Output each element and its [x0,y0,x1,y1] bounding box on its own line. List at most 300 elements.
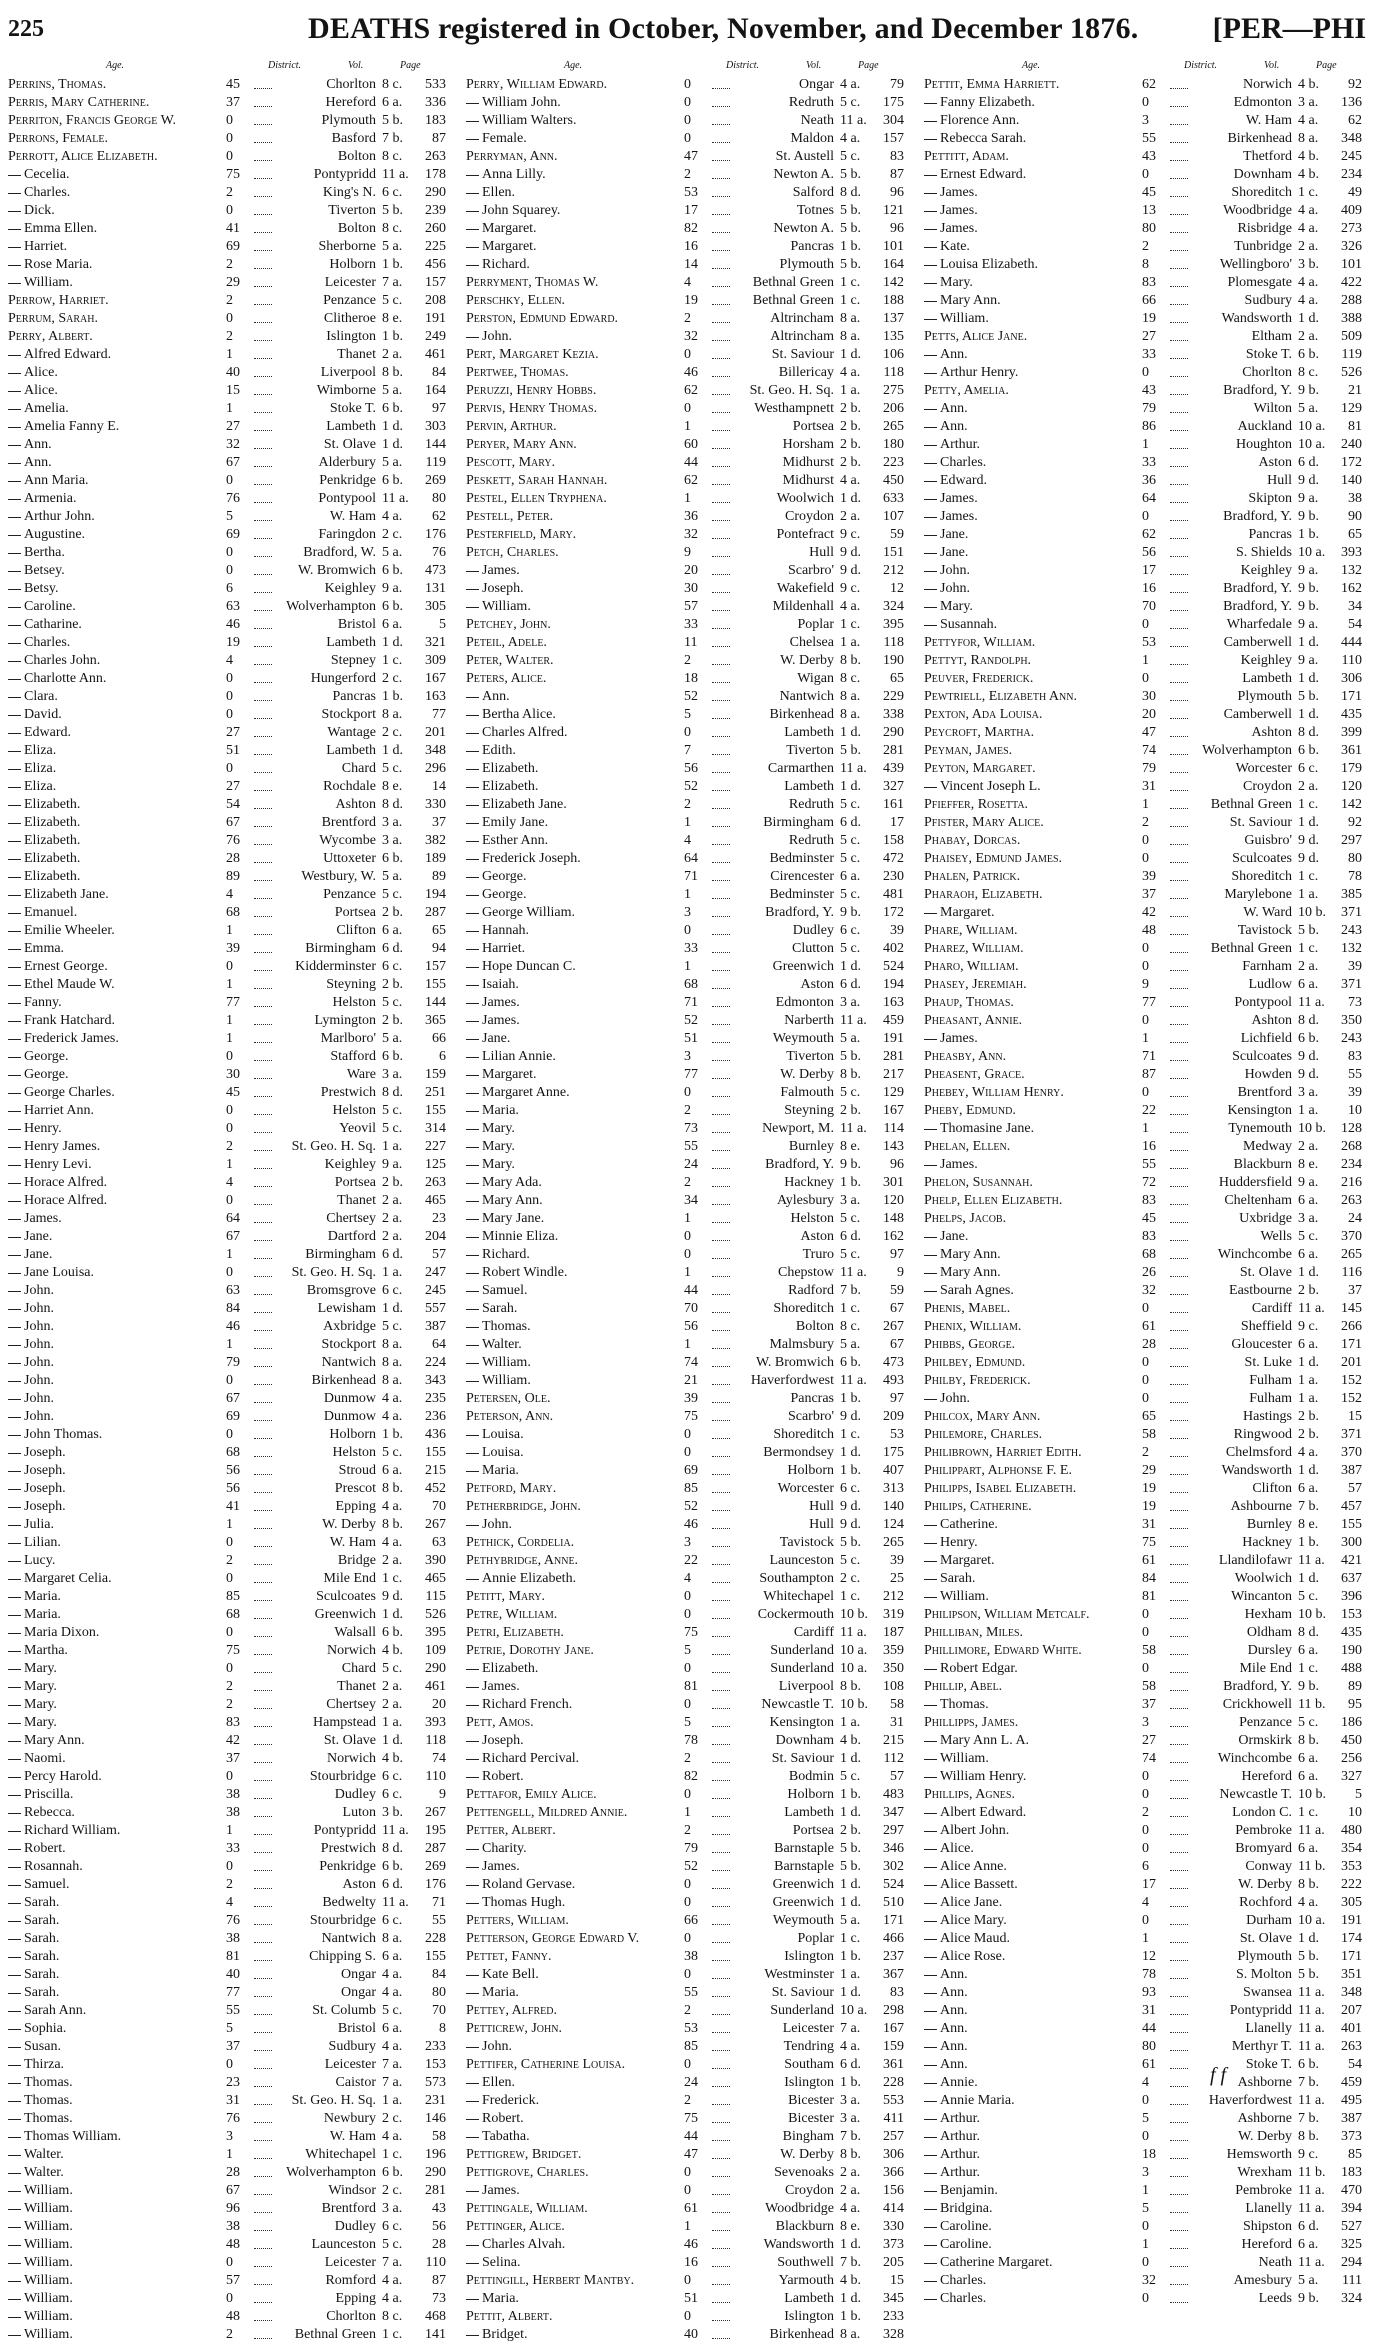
entry-page: 281 [883,743,904,758]
entry-name: Rebecca Sarah. [940,130,1142,148]
entry-age: 0 [684,113,691,128]
entry-district: Wolverhampton [286,2165,376,2180]
entry-district: Ongar [341,1985,376,2000]
entry-name: Mary. [482,1138,684,1156]
register-entry [466,1300,906,1318]
entry-volume: 2 b. [840,437,861,452]
entry-age: 67 [226,2183,240,2198]
register-entry [8,1174,448,1192]
entry-volume: 11 a. [1298,1553,1325,1568]
register-entry [8,1246,448,1264]
entry-age: 1 [1142,2183,1149,2198]
entry-volume: 6 d. [840,977,861,992]
entry-page: 83 [890,149,904,164]
entry-volume: 2 b. [382,977,403,992]
register-entry [924,166,1364,184]
entry-page: 80 [432,491,446,506]
entry-name: Phelon, Susannah. [924,1175,1033,1190]
entry-name: Elizabeth. [482,1660,684,1678]
entry-name: Pertwee, Thomas. [466,365,569,380]
entry-volume: 2 b. [840,1823,861,1838]
register-entry [924,1876,1364,1894]
entry-name: Pheby, Edmund. [924,1103,1016,1118]
entry-name: Margaret. [940,904,1142,922]
register-entry [924,1516,1364,1534]
entry-page: 24 [1348,1211,1362,1226]
register-entry [924,1732,1364,1750]
entry-volume: 1 d. [840,2237,861,2252]
entry-district: Tavistock [779,1535,834,1550]
register-entry [466,202,906,220]
entry-age: 66 [1142,293,1156,308]
register-entry [924,454,1364,472]
entry-age: 53 [1142,635,1156,650]
entry-district: Midhurst [782,473,834,488]
column-header-district: District. [726,60,760,71]
entry-page: 305 [425,599,446,614]
register-entry [466,634,906,652]
entry-age: 2 [1142,815,1149,830]
entry-volume: 11 a. [1298,2021,1325,2036]
entry-page: 164 [425,383,446,398]
entry-age: 1 [684,2219,691,2234]
entry-volume: 10 b. [1298,1607,1326,1622]
entry-name: William Walters. [482,112,684,130]
entry-volume: 4 a. [382,1499,403,1514]
register-entry [466,2236,906,2254]
entry-name: Phillimore, Edward White. [924,1643,1082,1658]
entry-age: 55 [1142,1157,1156,1172]
register-entry [8,1228,448,1246]
register-entry [8,2326,448,2344]
entry-volume: 11 a. [382,1823,409,1838]
entry-district: Penkridge [319,1859,376,1874]
entry-age: 2 [1142,239,1149,254]
register-entry [8,274,448,292]
register-entry [466,364,906,382]
entry-page: 194 [425,887,446,902]
entry-age: 46 [684,2237,698,2252]
entry-name: Frederick. [482,2092,684,2110]
entry-volume: 1 b. [840,2309,861,2324]
register-entry [924,2290,1364,2308]
entry-page: 37 [1348,1283,1362,1298]
entry-name: Horace Alfred. [24,1174,226,1192]
entry-district: Prestwich [320,1841,376,1856]
register-entry [466,436,906,454]
register-entry [8,1984,448,2002]
entry-volume: 11 a. [382,167,409,182]
register-entry [924,346,1364,364]
entry-name: James. [24,1210,226,1228]
entry-volume: 5 b. [1298,1967,1319,1982]
entry-district: Stoke T. [329,401,376,416]
entry-page: 237 [883,1949,904,1964]
register-entry [924,436,1364,454]
entry-volume: 5 c. [840,1085,861,1100]
register-entry [466,850,906,868]
entry-volume: 4 a. [382,2273,403,2288]
entry-age: 2 [684,311,691,326]
entry-page: 205 [883,2255,904,2270]
entry-page: 132 [1341,563,1362,578]
entry-page: 303 [425,419,446,434]
entry-age: 27 [1142,1733,1156,1748]
entry-volume: 6 c. [1298,761,1319,776]
entry-age: 74 [684,1355,698,1370]
register-entry [924,2110,1364,2128]
entry-name: Elizabeth. [24,832,226,850]
entry-page: 263 [425,1175,446,1190]
entry-name: James. [482,562,684,580]
entry-name: James. [482,1012,684,1030]
entry-district: Norwich [327,1751,376,1766]
entry-district: Portsea [792,419,834,434]
entry-page: 106 [883,347,904,362]
entry-district: Newbury [323,2111,376,2126]
entry-page: 393 [1341,545,1362,560]
entry-name: Alfred Edward. [24,346,226,364]
entry-name: Naomi. [24,1750,226,1768]
entry-volume: 9 b. [1298,1679,1319,1694]
entry-volume: 8 a. [840,329,861,344]
entry-name: Joseph. [24,1480,226,1498]
register-entry [924,940,1364,958]
entry-page: 49 [1348,185,1362,200]
entry-page: 215 [883,1733,904,1748]
entry-page: 12 [890,581,904,596]
entry-name: Petford, Mary. [466,1481,557,1496]
entry-name: Perschky, Ellen. [466,293,566,308]
entry-page: 488 [1341,1661,1362,1676]
entry-page: 351 [1341,1967,1362,1982]
entry-district: Pancras [790,1391,834,1406]
entry-age: 68 [1142,1247,1156,1262]
entry-page: 495 [1341,2093,1362,2108]
register-entry [924,1768,1364,1786]
register-entry [466,2200,906,2218]
entry-district: Llandilofawr [1218,1553,1292,1568]
register-entry [466,1912,906,1930]
entry-page: 298 [883,2003,904,2018]
entry-page: 290 [425,1661,446,1676]
entry-age: 71 [1142,1049,1156,1064]
entry-district: Midhurst [782,455,834,470]
entry-name: Richard. [482,1246,684,1264]
entry-district: W. Ham [329,2129,376,2144]
entry-name: Maria Dixon. [24,1624,226,1642]
entry-volume: 4 a. [840,2201,861,2216]
entry-age: 69 [226,1409,240,1424]
entry-volume: 8 a. [840,707,861,722]
entry-volume: 9 b. [1298,581,1319,596]
entry-page: 107 [883,509,904,524]
entry-district: Malmsbury [769,1337,834,1352]
entry-district: Wimborne [316,383,376,398]
entry-age: 77 [226,1985,240,2000]
page-number: 225 [8,16,44,42]
entry-age: 4 [684,275,691,290]
register-entry [8,760,448,778]
register-entry [8,688,448,706]
entry-volume: 8 a. [840,689,861,704]
entry-district: Falmouth [780,1085,834,1100]
entry-page: 302 [883,1859,904,1874]
entry-district: W. Derby [1238,1877,1292,1892]
register-entry [466,1840,906,1858]
entry-age: 64 [1142,491,1156,506]
entry-page: 390 [425,1553,446,1568]
entry-district: Caistor [335,2075,376,2090]
entry-volume: 2 b. [840,419,861,434]
entry-district: Wakefield [776,581,834,596]
register-entry [466,2182,906,2200]
entry-age: 83 [226,1715,240,1730]
entry-district: Worcester [1235,761,1292,776]
entry-page: 533 [425,77,446,92]
entry-district: Blackburn [775,2219,834,2234]
entry-name: Elizabeth Jane. [24,886,226,904]
entry-age: 1 [226,1337,233,1352]
entry-page: 402 [883,941,904,956]
entry-volume: 1 b. [1298,1535,1319,1550]
entry-volume: 5 c. [382,1445,403,1460]
register-entry [466,2254,906,2272]
column-header-page: Page [400,60,421,71]
entry-volume: 5 b. [840,167,861,182]
entry-age: 0 [684,1895,691,1910]
entry-page: 140 [1341,473,1362,488]
register-entry [924,1156,1364,1174]
entry-district: Conway [1245,1859,1292,1874]
column-header-age: Age. [1022,60,1041,71]
entry-volume: 9 c. [1298,1319,1319,1334]
entry-name: Henry Levi. [24,1156,226,1174]
entry-district: Pontypridd [313,1823,376,1838]
entry-page: 265 [883,419,904,434]
entry-district: Ashton [1251,725,1292,740]
entry-district: Ongar [799,77,834,92]
entry-page: 112 [883,1751,904,1766]
entry-name: Frank Hatchard. [24,1012,226,1030]
entry-age: 45 [226,1085,240,1100]
entry-volume: 5 b. [382,113,403,128]
entry-age: 85 [684,2039,698,2054]
entry-volume: 4 a. [382,2291,403,2306]
entry-age: 3 [226,2129,233,2144]
entry-age: 74 [1142,743,1156,758]
entry-name: Ann. [24,436,226,454]
entry-age: 55 [684,1985,698,2000]
entry-age: 0 [226,1625,233,1640]
entry-volume: 3 a. [840,995,861,1010]
entry-page: 301 [883,1175,904,1190]
entry-volume: 5 a. [382,239,403,254]
entry-district: Pembroke [1235,1823,1292,1838]
entry-age: 24 [684,1157,698,1172]
entry-volume: 5 a. [382,383,403,398]
register-entry [8,1552,448,1570]
register-entry [466,1714,906,1732]
entry-page: 129 [883,1085,904,1100]
register-entry [8,1264,448,1282]
register-entry [924,1912,1364,1930]
entry-volume: 2 b. [840,1103,861,1118]
entry-volume: 6 a. [1298,1247,1319,1262]
entry-age: 36 [684,509,698,524]
column-header-age: Age. [106,60,125,71]
entry-district: Wellingboro' [1219,257,1292,272]
entry-district: Bethnal Green [294,2327,376,2342]
entry-name: George Charles. [24,1084,226,1102]
entry-page: 456 [425,257,446,272]
entry-name: Pharaoh, Elizabeth. [924,887,1043,902]
entry-name: Edith. [482,742,684,760]
entry-district: Lambeth [784,2291,834,2306]
entry-page: 97 [432,401,446,416]
entry-district: Durham [1246,1913,1292,1928]
entry-name: Ethel Maude W. [24,976,226,994]
entry-page: 256 [1341,1751,1362,1766]
entry-page: 65 [1348,527,1362,542]
entry-age: 1 [226,2147,233,2162]
entry-name: Pesterfield, Mary. [466,527,577,542]
entry-page: 366 [883,2165,904,2180]
register-entry [466,1516,906,1534]
entry-page: 330 [425,797,446,812]
entry-page: 195 [425,1823,446,1838]
entry-volume: 7 b. [840,2129,861,2144]
entry-volume: 9 d. [840,1499,861,1514]
entry-volume: 6 a. [382,617,403,632]
entry-district: Stockport [321,707,376,722]
entry-age: 27 [226,725,240,740]
register-entry [8,184,448,202]
entry-age: 32 [684,527,698,542]
entry-name: Pestell, Peter. [466,509,554,524]
entry-name: Amelia. [24,400,226,418]
entry-district: Whitechapel [305,2147,376,2162]
register-entry [466,526,906,544]
entry-district: Birkenhead [769,2327,834,2342]
entry-name: Harriet. [24,238,226,256]
entry-page: 212 [883,563,904,578]
entry-page: 306 [883,2147,904,2162]
register-entry [924,922,1364,940]
entry-page: 66 [432,1031,446,1046]
register-entry [8,1948,448,1966]
register-entry [8,1300,448,1318]
entry-name: Phebey, William Henry. [924,1085,1064,1100]
entry-page: 461 [425,347,446,362]
entry-age: 64 [684,851,698,866]
entry-volume: 1 d. [840,1751,861,1766]
entry-district: Dudley [334,1787,376,1802]
entry-district: Billericay [778,365,834,380]
entry-volume: 1 b. [840,1787,861,1802]
entry-district: Hull [809,1517,834,1532]
entry-district: Cheltenham [1224,1193,1292,1208]
register-entry [8,1804,448,1822]
register-entry [924,2074,1364,2092]
entry-name: Perston, Edmund Edward. [466,311,619,326]
entry-district: Sculcoates [316,1589,376,1604]
register-entry [924,1894,1364,1912]
entry-district: Sudbury [1244,293,1292,308]
entry-page: 83 [1348,1049,1362,1064]
entry-age: 0 [1142,959,1149,974]
entry-page: 110 [425,1769,446,1784]
entry-name: James. [482,994,684,1012]
entry-age: 32 [1142,2273,1156,2288]
register-entry [466,1534,906,1552]
entry-volume: 6 a. [1298,1769,1319,1784]
entry-name: Margaret. [482,1066,684,1084]
entry-volume: 4 b. [382,1751,403,1766]
entry-name: Pescott, Mary. [466,455,556,470]
entry-page: 296 [425,761,446,776]
entry-page: 233 [425,2039,446,2054]
entry-volume: 5 c. [840,1769,861,1784]
entry-age: 48 [226,2237,240,2252]
entry-volume: 9 a. [382,581,403,596]
entry-volume: 2 b. [382,1175,403,1190]
entry-age: 40 [226,365,240,380]
entry-name: Peskett, Sarah Hannah. [466,473,608,488]
entry-page: 63 [432,1535,446,1550]
entry-district: Aston [342,1877,376,1892]
entry-volume: 1 d. [1298,1571,1319,1586]
entry-district: Whitechapel [763,1589,834,1604]
register-entry [8,2308,448,2326]
entry-name: Margaret Celia. [24,1570,226,1588]
register-entry [8,2272,448,2290]
register-entry [924,364,1364,382]
entry-volume: 10 a. [840,2003,868,2018]
entry-volume: 1 c. [840,275,861,290]
register-entry [466,1192,906,1210]
entry-page: 175 [883,95,904,110]
entry-district: Tynemouth [1228,1121,1292,1136]
entry-name: Rebecca. [24,1804,226,1822]
entry-age: 64 [226,1211,240,1226]
entry-name: Eliza. [24,760,226,778]
entry-volume: 1 d. [1298,815,1319,830]
entry-district: Lambeth [326,635,376,650]
entry-name: Ann. [940,2002,1142,2020]
entry-district: Tendring [783,2039,834,2054]
entry-name: Ann. [940,2038,1142,2056]
entry-volume: 1 c. [382,2327,403,2342]
entry-district: Pontefract [776,527,834,542]
entry-district: Weymouth [772,1913,834,1928]
entry-age: 3 [1142,1715,1149,1730]
entry-name: Alice. [24,382,226,400]
entry-page: 411 [883,2111,904,2126]
entry-volume: 5 c. [840,149,861,164]
register-entry [924,1750,1364,1768]
entry-district: Chorlton [326,77,376,92]
register-entry [924,2254,1364,2272]
entry-page: 80 [432,1985,446,2000]
entry-page: 70 [432,2003,446,2018]
entry-district: Bicester [788,2111,834,2126]
entry-age: 76 [226,2111,240,2126]
entry-name: Charles. [940,2290,1142,2308]
entry-district: Farnham [1242,959,1292,974]
entry-district: Keighley [1240,653,1292,668]
entry-district: Shoreditch [773,1427,834,1442]
